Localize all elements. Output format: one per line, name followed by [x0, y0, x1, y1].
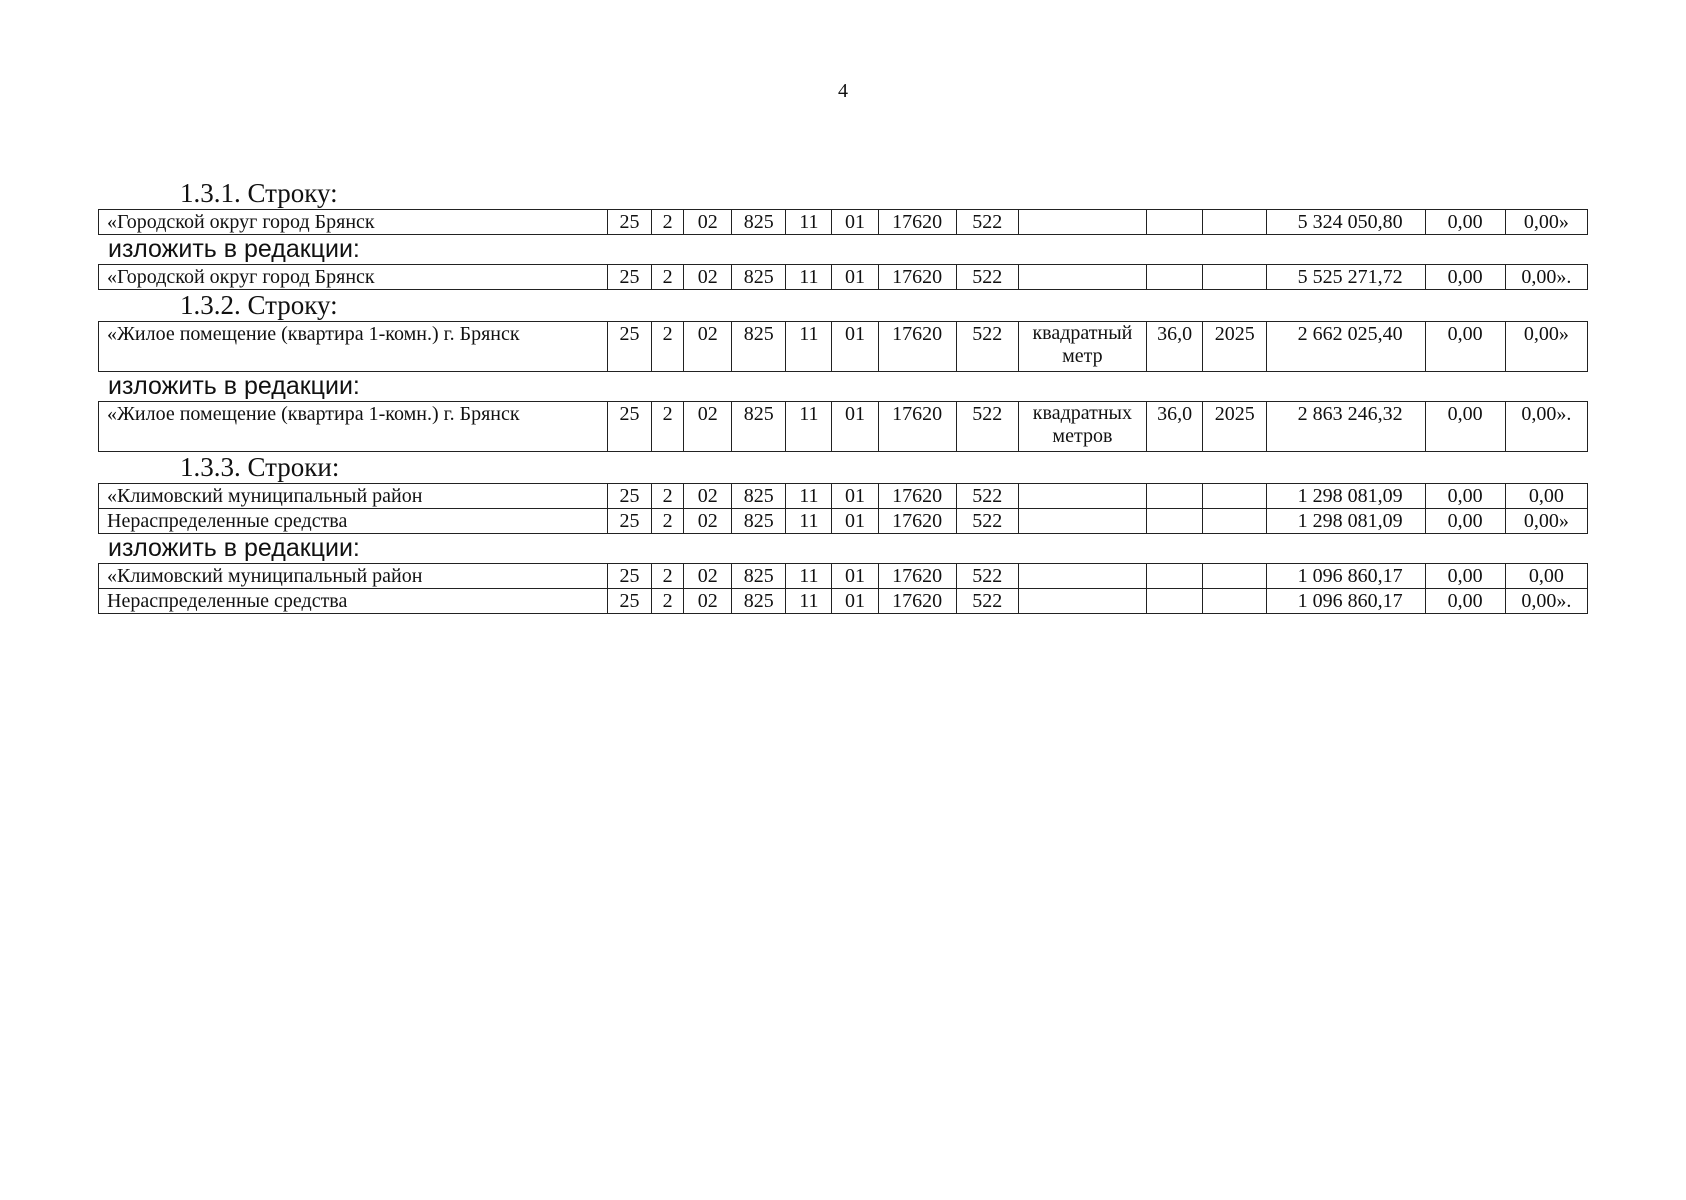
value-cell: 0,00 — [1425, 402, 1505, 452]
year-cell — [1203, 589, 1267, 614]
amount-cell: 5 525 271,72 — [1267, 265, 1425, 290]
value-cell: 0,00 — [1425, 484, 1505, 509]
page-number: 4 — [838, 80, 848, 102]
code-cell: 825 — [732, 210, 786, 235]
year-cell — [1203, 509, 1267, 534]
code-cell: 825 — [732, 509, 786, 534]
section-1 — [98, 178, 1588, 290]
table-row — [99, 265, 1588, 290]
code-cell: 522 — [956, 402, 1018, 452]
value-cell: 0,00» — [1505, 509, 1587, 534]
quantity-cell — [1147, 509, 1203, 534]
value-cell: 0,00 — [1505, 484, 1587, 509]
value-cell: 0,00 — [1425, 589, 1505, 614]
code-cell: 17620 — [878, 210, 956, 235]
amount-cell: 2 662 025,40 — [1267, 322, 1425, 372]
code-cell: 2 — [652, 484, 684, 509]
code-cell: 825 — [732, 589, 786, 614]
code-cell: 11 — [786, 564, 832, 589]
code-cell: 11 — [786, 322, 832, 372]
code-cell: 522 — [956, 322, 1018, 372]
unit-cell — [1018, 210, 1146, 235]
code-cell: 825 — [732, 402, 786, 452]
code-cell: 02 — [684, 402, 732, 452]
row-name: «Климовский муниципальный район — [99, 564, 608, 589]
code-cell: 01 — [832, 265, 878, 290]
code-cell: 02 — [684, 509, 732, 534]
value-cell: 0,00». — [1505, 402, 1587, 452]
code-cell: 25 — [608, 564, 652, 589]
code-cell: 17620 — [878, 564, 956, 589]
code-cell: 2 — [652, 564, 684, 589]
quantity-cell — [1147, 589, 1203, 614]
code-cell: 02 — [684, 265, 732, 290]
row-name: Нераспределенные средства — [99, 509, 608, 534]
code-cell: 01 — [832, 210, 878, 235]
amount-cell: 1 298 081,09 — [1267, 509, 1425, 534]
quantity-cell — [1147, 564, 1203, 589]
code-cell: 825 — [732, 564, 786, 589]
code-cell: 25 — [608, 509, 652, 534]
code-cell: 02 — [684, 484, 732, 509]
code-cell: 11 — [786, 265, 832, 290]
unit-cell — [1018, 564, 1146, 589]
value-cell: 0,00» — [1505, 322, 1587, 372]
table-row — [99, 402, 1588, 452]
code-cell: 2 — [652, 509, 684, 534]
row-name: Нераспределенные средства — [99, 589, 608, 614]
code-cell: 522 — [956, 509, 1018, 534]
table-row — [99, 322, 1588, 372]
value-cell: 0,00 — [1425, 322, 1505, 372]
section-3 — [98, 452, 1588, 614]
code-cell: 02 — [684, 322, 732, 372]
code-cell: 02 — [684, 564, 732, 589]
row-name: «Климовский муниципальный район — [99, 484, 608, 509]
document-body — [98, 178, 1588, 614]
code-cell: 25 — [608, 210, 652, 235]
amount-cell: 2 863 246,32 — [1267, 402, 1425, 452]
code-cell: 01 — [832, 509, 878, 534]
section-heading: 1.3.2. Строку: — [180, 290, 338, 320]
code-cell: 17620 — [878, 589, 956, 614]
value-cell: 0,00 — [1425, 509, 1505, 534]
code-cell: 2 — [652, 402, 684, 452]
code-cell: 522 — [956, 210, 1018, 235]
year-cell — [1203, 210, 1267, 235]
section-2 — [98, 290, 1588, 452]
table-row — [99, 509, 1588, 534]
code-cell: 25 — [608, 265, 652, 290]
unit-cell — [1018, 484, 1146, 509]
row-name: «Жилое помещение (квартира 1-комн.) г. Брянск — [99, 322, 608, 372]
year-cell: 2025 — [1203, 402, 1267, 452]
code-cell: 17620 — [878, 402, 956, 452]
code-cell: 11 — [786, 509, 832, 534]
value-cell: 0,00 — [1425, 265, 1505, 290]
row-name: «Жилое помещение (квартира 1-комн.) г. Брянск — [99, 402, 608, 452]
new-row-table — [98, 563, 1588, 614]
year-cell: 2025 — [1203, 322, 1267, 372]
code-cell: 01 — [832, 322, 878, 372]
code-cell: 01 — [832, 564, 878, 589]
instruction-text: изложить в редакции: — [108, 235, 360, 263]
code-cell: 2 — [652, 265, 684, 290]
code-cell: 522 — [956, 265, 1018, 290]
code-cell: 522 — [956, 589, 1018, 614]
table-row — [99, 564, 1588, 589]
old-row-table — [98, 321, 1588, 372]
code-cell: 2 — [652, 210, 684, 235]
value-cell: 0,00» — [1505, 210, 1587, 235]
code-cell: 825 — [732, 484, 786, 509]
code-cell: 11 — [786, 484, 832, 509]
code-cell: 17620 — [878, 509, 956, 534]
code-cell: 01 — [832, 402, 878, 452]
quantity-cell — [1147, 484, 1203, 509]
value-cell: 0,00 — [1425, 210, 1505, 235]
unit-cell — [1018, 589, 1146, 614]
code-cell: 25 — [608, 589, 652, 614]
code-cell: 25 — [608, 484, 652, 509]
code-cell: 25 — [608, 322, 652, 372]
code-cell: 17620 — [878, 484, 956, 509]
unit-cell — [1018, 509, 1146, 534]
unit-cell: квадратных метров — [1018, 402, 1146, 452]
year-cell — [1203, 564, 1267, 589]
unit-cell — [1018, 265, 1146, 290]
code-cell: 25 — [608, 402, 652, 452]
old-row-table — [98, 209, 1588, 235]
section-heading: 1.3.1. Строку: — [180, 178, 338, 208]
quantity-cell: 36,0 — [1147, 322, 1203, 372]
value-cell: 0,00». — [1505, 589, 1587, 614]
instruction-text: изложить в редакции: — [108, 372, 360, 400]
amount-cell: 5 324 050,80 — [1267, 210, 1425, 235]
old-row-table — [98, 483, 1588, 534]
row-name: «Городской округ город Брянск — [99, 210, 608, 235]
section-heading: 1.3.3. Строки: — [180, 452, 340, 482]
value-cell: 0,00 — [1505, 564, 1587, 589]
code-cell: 2 — [652, 322, 684, 372]
amount-cell: 1 298 081,09 — [1267, 484, 1425, 509]
code-cell: 11 — [786, 402, 832, 452]
quantity-cell — [1147, 265, 1203, 290]
code-cell: 11 — [786, 589, 832, 614]
code-cell: 825 — [732, 322, 786, 372]
unit-cell: квадратный метр — [1018, 322, 1146, 372]
code-cell: 522 — [956, 564, 1018, 589]
new-row-table — [98, 401, 1588, 452]
quantity-cell — [1147, 210, 1203, 235]
table-row — [99, 210, 1588, 235]
instruction-text: изложить в редакции: — [108, 534, 360, 562]
amount-cell: 1 096 860,17 — [1267, 564, 1425, 589]
code-cell: 11 — [786, 210, 832, 235]
quantity-cell: 36,0 — [1147, 402, 1203, 452]
value-cell: 0,00». — [1505, 265, 1587, 290]
code-cell: 02 — [684, 589, 732, 614]
table-row — [99, 589, 1588, 614]
code-cell: 522 — [956, 484, 1018, 509]
code-cell: 01 — [832, 589, 878, 614]
row-name: «Городской округ город Брянск — [99, 265, 608, 290]
value-cell: 0,00 — [1425, 564, 1505, 589]
amount-cell: 1 096 860,17 — [1267, 589, 1425, 614]
code-cell: 2 — [652, 589, 684, 614]
code-cell: 825 — [732, 265, 786, 290]
code-cell: 17620 — [878, 322, 956, 372]
year-cell — [1203, 265, 1267, 290]
code-cell: 01 — [832, 484, 878, 509]
new-row-table — [98, 264, 1588, 290]
code-cell: 02 — [684, 210, 732, 235]
year-cell — [1203, 484, 1267, 509]
code-cell: 17620 — [878, 265, 956, 290]
table-row — [99, 484, 1588, 509]
